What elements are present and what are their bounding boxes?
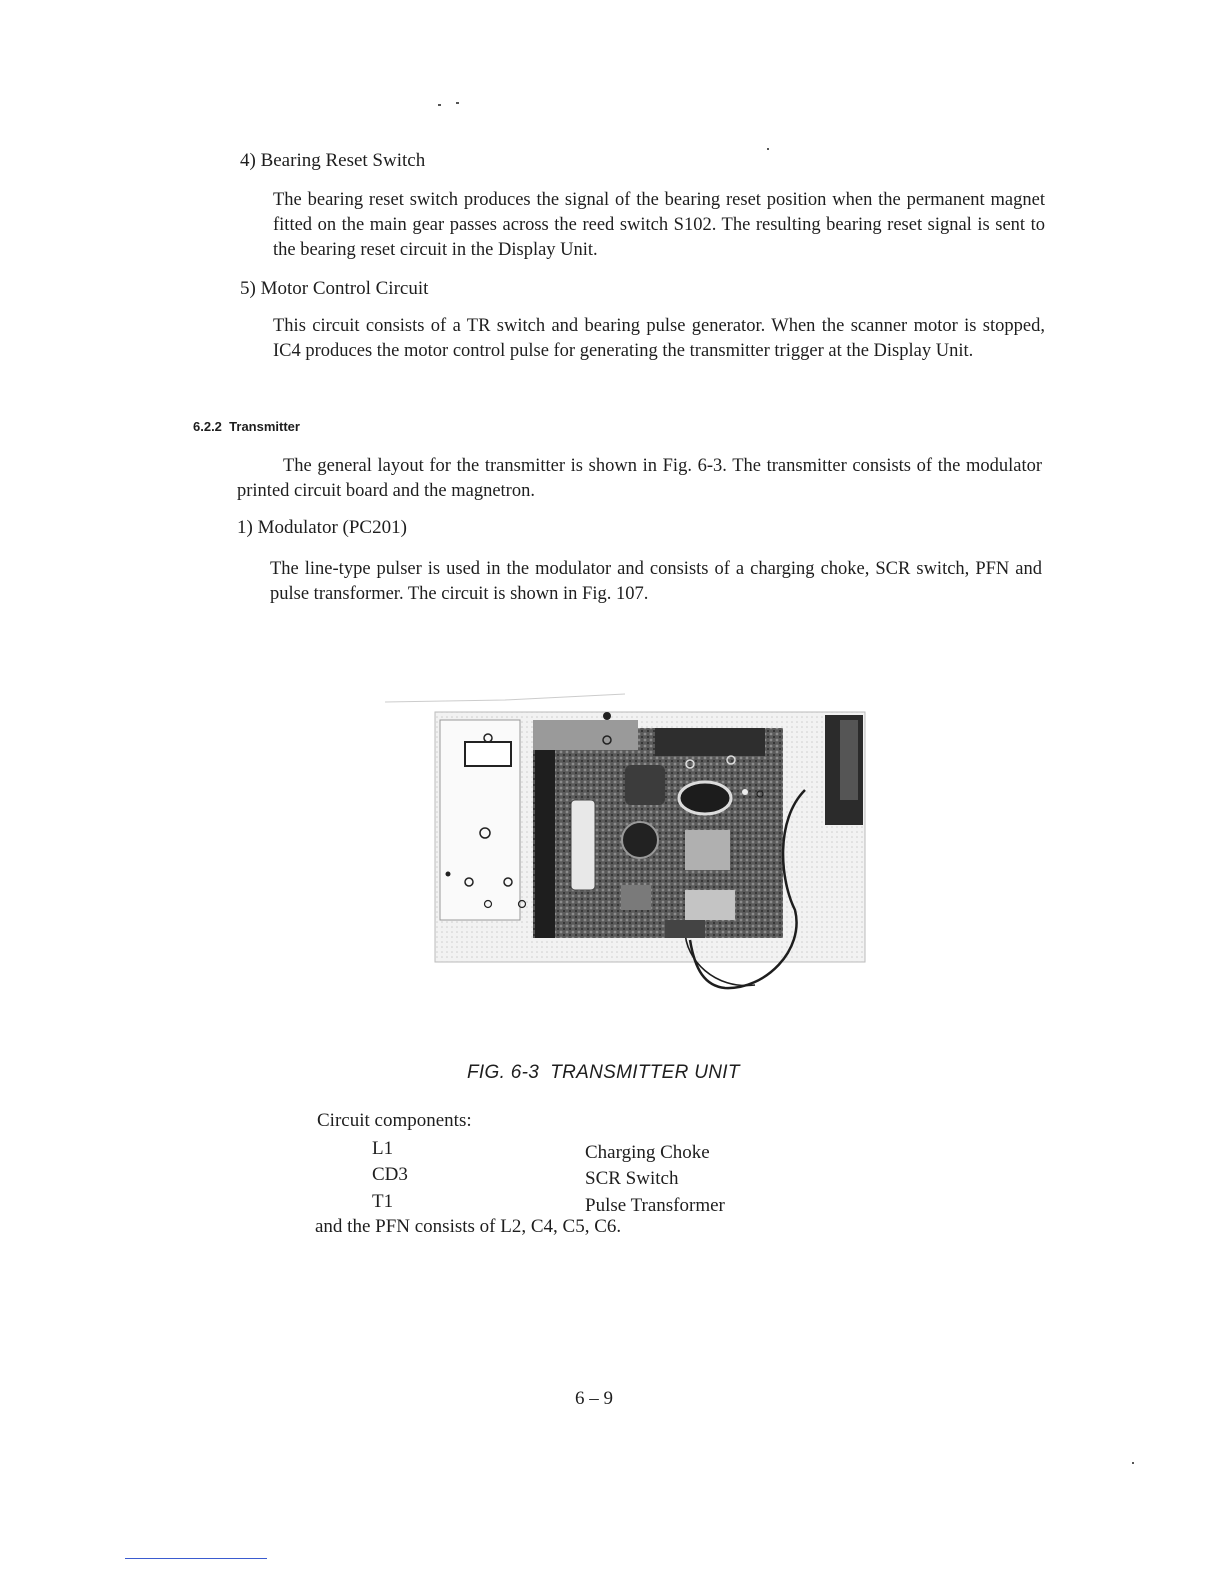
figure-caption: FIG. 6-3 TRANSMITTER UNIT: [467, 1062, 740, 1083]
section-title: Transmitter: [229, 419, 300, 434]
component-ref: T1: [372, 1191, 394, 1212]
paragraph-bearing-reset: The bearing reset switch produces the signal of the bearing reset position when the permanent magnet fitted on the main gear passes across the reed switch S102. The resulting bearing reset signal is sent to the bearing reset circuit in the Display Unit.: [273, 190, 1045, 260]
scan-speck: [1132, 1462, 1134, 1464]
section-heading: [193, 419, 300, 434]
component-desc: SCR Switch: [585, 1168, 679, 1189]
scan-speck: [456, 102, 459, 104]
paragraph-modulator: The line-type pulser is used in the modulator and consists of a charging choke, SCR switch, PFN and pulse transformer. The circuit is shown in Fig. 107.: [270, 559, 1042, 604]
footnote-rule: [125, 1558, 267, 1559]
page-number: 6 – 9: [575, 1388, 613, 1409]
component-ref: L1: [372, 1138, 394, 1159]
transmitter-unit-photo: [385, 690, 875, 1000]
paragraph-transmitter-intro: The general layout for the transmitter is shown in Fig. 6-3. The transmitter consists of the modulator printed circuit board and the magnetron.: [237, 456, 1042, 501]
scan-speck: [767, 148, 769, 150]
component-ref: CD3: [372, 1164, 408, 1185]
item-heading-modulator: 1) Modulator (PC201): [237, 517, 407, 538]
section-number: 6.2.2: [193, 419, 222, 434]
paragraph-motor-control: This circuit consists of a TR switch and bearing pulse generator. When the scanner motor is stopped, IC4 produces the motor control pulse for generating the transmitter trigger at the Display Unit.: [273, 316, 1045, 361]
components-heading: Circuit components:: [317, 1110, 472, 1131]
component-desc: Pulse Transformer: [585, 1195, 725, 1216]
components-footer: and the PFN consists of L2, C4, C5, C6.: [315, 1216, 622, 1237]
scan-speck: [438, 104, 441, 106]
component-desc: Charging Choke: [585, 1142, 710, 1163]
item-heading-bearing-reset: 4) Bearing Reset Switch: [240, 150, 426, 171]
item-heading-motor-control: 5) Motor Control Circuit: [240, 278, 429, 299]
